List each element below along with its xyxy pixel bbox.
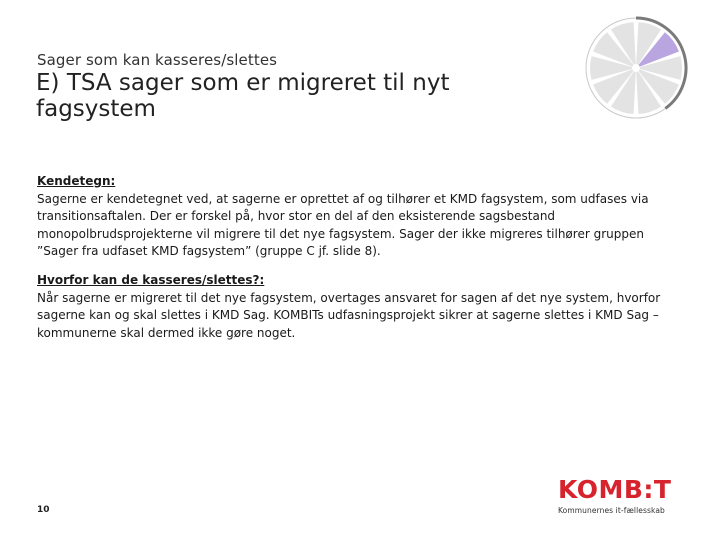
- section-heading: Kendetegn:: [37, 174, 116, 188]
- slide-number: 10: [37, 505, 50, 515]
- logo-wordmark: KOMB:T: [558, 475, 672, 504]
- section-hvorfor: [37, 272, 682, 342]
- section-body: Når sagerne er migreret til det nye fagsystem, overtages ansvaret for sagen af det nye system, hvorfor sagerne kan og skal slettes i KMD Sag. KOMBITs udfasningsprojekt sikrer at sagerne slettes i KMD Sag – kommunerne skal dermed ikke gøre noget.: [37, 290, 661, 340]
- kombit-logo: [558, 476, 682, 515]
- slide-subtitle: Sager som kan kasseres/slettes: [37, 51, 278, 69]
- logo-tagline: Kommunernes it-fællesskab: [558, 506, 665, 515]
- segmented-progress-wheel-icon: [584, 16, 688, 120]
- section-kendetegn: [37, 173, 682, 261]
- section-heading: Hvorfor kan de kasseres/slettes?:: [37, 273, 265, 287]
- section-body: Sagerne er kendetegnet ved, at sagerne er oprettet af og tilhører et KMD fagsystem, som udfases via transitionsaftalen. Der er forskel på, hvor stor en del af den eksisterende sagsbestand monopolbrudsprojekterne vil migrere til det nye fagsystem. Sager der ikke migreres tilhører gruppen ”Sager fra udfaset KMD fagsystem” (gruppe C jf. slide 8).: [37, 191, 649, 258]
- slide-title: E) TSA sager som er migreret til nyt fagsystem: [36, 70, 450, 122]
